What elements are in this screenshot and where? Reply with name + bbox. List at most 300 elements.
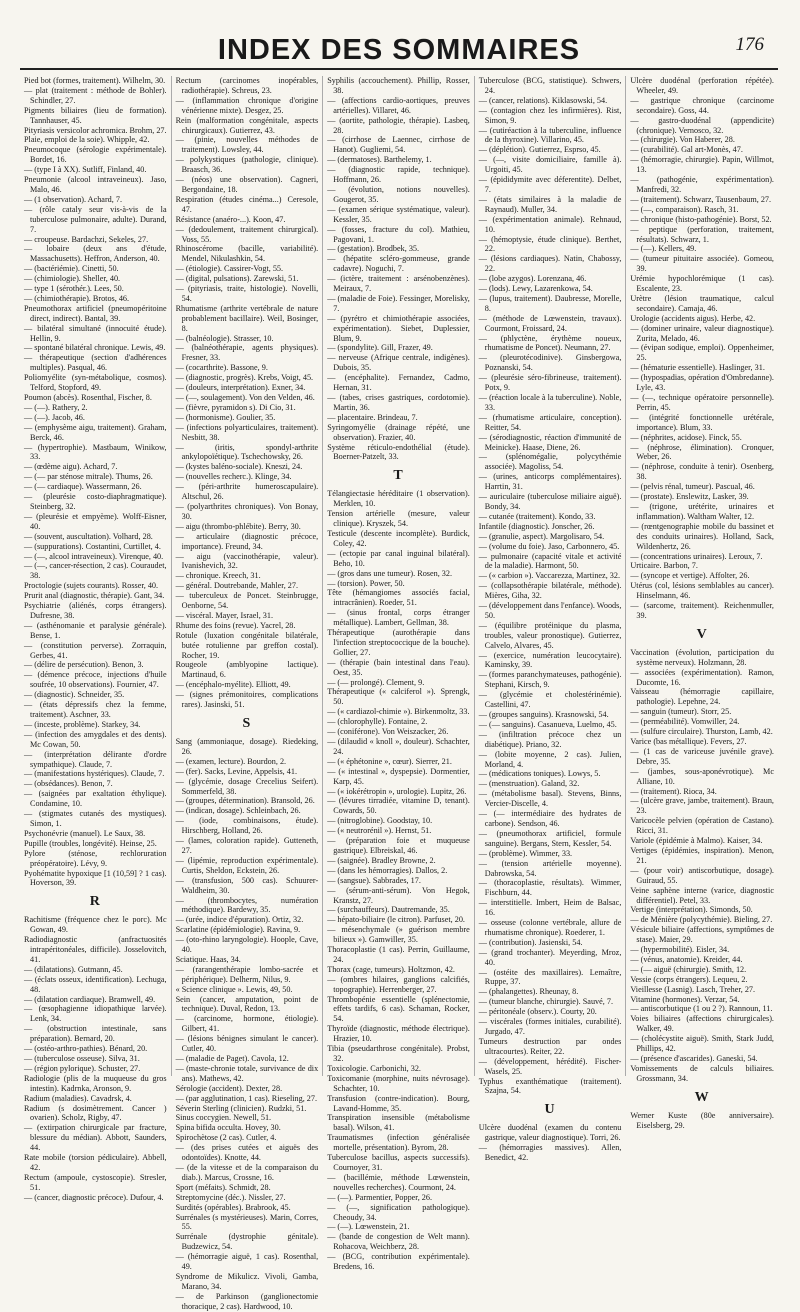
index-entry: Spirochètose (2 cas). Cutler, 4. <box>175 1133 277 1143</box>
index-entry: — (balnéothérapie, agents physiques). Fresner, 33. <box>175 343 319 363</box>
index-entry: — (équilibre protéinique du plasma, troubles, valeur pronostique). Gutierrez, Calvelo, Alvares, 45. <box>478 620 622 650</box>
index-entry: — (bactériémie). Cinetti, 50. <box>24 264 119 274</box>
index-entry: — (hématurie essentielle). Haslinger, 31. <box>630 363 765 373</box>
index-entry: — (granulie, aspect). Margolisaro, 54. <box>478 531 605 541</box>
index-entry: — (torsion). Power, 50. <box>327 578 405 588</box>
index-entry: — (prostate). Enslewitz, Lasker, 39. <box>630 492 749 502</box>
index-entry: Urologie (accidents aigus). Herbe, 42. <box>630 313 756 323</box>
index-entry: — (lobe azygos). Lorenzana, 46. <box>478 274 587 284</box>
index-entry: — (des prises cutées et aiguës des odontoïdes). Knotte, 44. <box>175 1143 319 1163</box>
index-entry: — (polyarthrites chroniques). Von Bonay, 30. <box>175 501 319 521</box>
index-entry: Prurit anal (diagnostic, thérapie). Gant, 34. <box>24 591 165 601</box>
index-entry: Toxicomanie (morphine, nuits névrosage). Schachter, 10. <box>327 1073 470 1093</box>
index-entry: — lobaire (deux ans d'étude, Massachusetts). Heffron, Anderson, 40. <box>24 244 167 264</box>
index-entry: — (ictère, traitement : arsénobenzènes). Meiraux, 7. <box>327 274 470 294</box>
index-entry: — (obstruction intestinale, sans préparation). Bernard, 20. <box>24 1024 167 1044</box>
index-entry: — (saignées par exaltation éthylique). Condamine, 10. <box>24 789 167 809</box>
index-entry: Respiration (études cinéma...) Ceresole, 47. <box>175 194 319 214</box>
index-entry: — (iode, combinaisons, étude). Hirschberg, Holland, 26. <box>175 816 319 836</box>
index-entry: — (pityriasis, traite, histologie). Novelli, 54. <box>175 284 319 303</box>
index-entry: Pneumothorax artificiel (pneumopéritoine direct, indirect). Bantal, 39. <box>24 303 167 323</box>
index-entry: — (jambes, sous-aponévrotique). Mc Alliane, 10. <box>630 766 774 786</box>
index-entry: — (emphysème aigu, traitement). Graham, Berck, 46. <box>24 422 167 442</box>
index-entry: — viscérales (formes initiales, curabilité). Jurgado, 47. <box>478 1017 622 1036</box>
index-entry: — (évipan sodique, emploi). Oppenheimer, 25. <box>630 343 774 363</box>
index-entry: — (douleurs, interprétation). Exner, 34. <box>175 383 306 393</box>
index-entry: — (expérimentation animale). Rehnaud, 10. <box>478 214 622 234</box>
index-entry: — (inflammation chronique d'origine vénérienne mixte). Desgez, 25. <box>175 95 319 115</box>
index-entry: — (chimiothérapie). Brotos, 46. <box>24 293 130 303</box>
index-entry: Proctologie (sujets courants). Rosser, 40. <box>24 581 159 591</box>
index-entry: — placentaire. Brindeau, 7. <box>327 412 418 422</box>
index-entry: Résistance (anaéro-...). Koon, 47. <box>175 214 286 224</box>
index-entry: — (hémorragie aiguë, 1 cas). Rosenthal, 49. <box>175 1252 319 1272</box>
index-entry: — (saignée). Bradley Browne, 2. <box>327 855 436 865</box>
index-entry: — (hémorragie, chirurgie). Papin, Willmot, 13. <box>630 155 774 175</box>
index-entry: — (évolution, notions nouvelles). Gougerot, 35. <box>327 184 470 204</box>
index-entry: — (aortite, pathologie, thérapie). Lasbeq, 28. <box>327 115 470 135</box>
index-entry: — (—). Lœwenstein, 21. <box>327 1222 410 1232</box>
index-entry: Traumatismes (infection généralisée mortelle, présentation). Byrom, 28. <box>327 1133 470 1153</box>
index-entry: — (— cardiaque). Wassermann, 26. <box>24 482 142 492</box>
index-entry: Pneumocoque (sérologie expérimentale). Bordet, 16. <box>24 145 167 165</box>
index-entry: — hépato-biliaire (le citron). Parfuset, 20. <box>327 915 465 925</box>
index-entry: — (—, comparaison). Rasch, 31. <box>630 204 739 214</box>
index-entry: — (— par sténose mitrale). Thums, 26. <box>24 472 153 482</box>
index-entry: Syringomyélie (drainage répété, une observation). Frazier, 40. <box>327 422 470 442</box>
index-entry: — (cancer, diagnostic précoce). Dufour, 4. <box>24 1192 164 1202</box>
index-entry: — (par agglutination, 1 cas). Rieseling, 27. <box>175 1093 318 1103</box>
index-entry: — (pyrétro et chimiothérapie associées, expérimentation). Siebet, Duplessier, Blum, 9. <box>327 313 470 343</box>
index-entry: Rectum (ampoule, cystoscopie). Stresler, 51. <box>24 1172 167 1192</box>
index-entry: — (lésions bénignes simulant le cancer). Cutler, 40. <box>175 1034 319 1054</box>
index-entry: — (transfusion, 500 cas). Schuurer-Waldheim, 30. <box>175 875 319 895</box>
index-entry: — aigu (thrombo-phlébite). Berry, 30. <box>175 521 301 531</box>
index-entry: Ulcère duodénal (perforation répétée). Wheeler, 49. <box>630 76 774 95</box>
index-entry: — (pleurésie costo-diaphragmatique). Steinberg, 32. <box>24 492 167 511</box>
index-entry: — (— sanguins). Casanueva, Luelmo, 45. <box>478 719 617 729</box>
section-letter: T <box>393 468 404 484</box>
index-entry: Thoracoplastie (1 cas). Perrin, Guillaume, 24. <box>327 945 470 964</box>
index-entry: Séverin Sterling (clinicien). Rudzki, 51. <box>175 1103 307 1113</box>
index-entry: — interstitielle. Imbert, Heim de Balsac, 16. <box>478 898 622 918</box>
index-entry: — (déplétion). Gutierrez, Esprso, 45. <box>478 145 601 155</box>
index-entry: — (extirpation chirurgicale par fracture, blessure du médian). Abbott, Saunders, 44. <box>24 1123 167 1153</box>
index-entry: — (urée, indice d'épuration). Ortiz, 32. <box>175 915 304 925</box>
index-entry: — (sarcome, traitement). Reichenmuller, 39. <box>630 601 774 620</box>
index-entry: Syphilis (accouchement). Phillip, Rosser, 38. <box>327 76 470 95</box>
index-entry: — (péri-arthrite humeroscapulaire). Altschul, 26. <box>175 482 319 502</box>
index-entry: — (pleurésie et empyème). Wolff-Eisner, 40. <box>24 511 167 531</box>
index-entry: Pneumonie (alcool intraveineux). Jaso, Malo, 46. <box>24 175 167 194</box>
index-entry: Ulcère duodénal (examen du contenu gastrique, valeur diagnostique). Torri, 26. <box>478 1123 622 1143</box>
index-entry: Surdités (opérables). Brabrook, 45. <box>175 1202 291 1212</box>
index-entry: Toxicologie. Carbonichi, 32. <box>327 1063 421 1073</box>
index-entry: Sport (méfaits). Schmidt, 28. <box>175 1182 271 1192</box>
index-entry: — (œdème aigu). Achard, 7. <box>24 462 118 472</box>
index-entry: — (gros dans une tumeur). Rosen, 32. <box>327 568 453 578</box>
index-entry: — (tension artérielle moyenne). Dabrowska, 54. <box>478 858 622 878</box>
index-entry: Sciatique. Haas, 34. <box>175 954 241 964</box>
index-entry: — (néphrose, élimination). Cronquer, Weber, 26. <box>630 442 774 462</box>
section-letter: W <box>694 1089 710 1105</box>
index-entry: — (splénomégalie, polycythémie associée). Magoliss, 54. <box>478 452 622 472</box>
index-entry: — (asthénomanie et paralysie générale). Bense, 1. <box>24 620 167 640</box>
index-entry: Syndrome de Mikulicz. Vivoli, Gamba, Marano, 34. <box>175 1271 319 1291</box>
index-entry: — tuberculeux de Poncet. Steinbrugge, Oenborne, 54. <box>175 591 319 611</box>
index-entry: Tuberculose (BCG, statistique). Schwers, 24. <box>478 76 622 95</box>
index-entry: — (méthode de Lœwenstein, travaux). Courmont, Froissard, 24. <box>478 313 622 333</box>
index-entry: Pyohématite hypoxique [1 (10,59] ? 1 cas). Hoverson, 39. <box>24 868 167 888</box>
section-letter: S <box>242 716 252 731</box>
index-entry: — (médications toniques). Lowys, 5. <box>478 769 601 779</box>
index-entry: — cutanée (traitement). Kondo, 33. <box>478 511 596 521</box>
index-entry: — (BCG, contribution expérimentale). Bredens, 16. <box>327 1252 470 1272</box>
index-entry: — chronique. Kreech, 31. <box>175 571 261 581</box>
index-entry: Sang (ammoniaque, dosage). Riedeking, 26. <box>175 737 319 756</box>
index-entry: Radium (maladies). Cavadrsk, 4. <box>24 1093 132 1103</box>
index-entry: — (contribution). Jasienski, 54. <box>478 937 583 947</box>
index-entry: — (affections cardio-aortiques, preuves artérielles). Villaret, 46. <box>327 95 470 115</box>
index-entry: — (grand trochanter). Meyerding, Mroz, 40. <box>478 947 622 967</box>
index-entry: — (« neutrorénil »). Hernst, 51. <box>327 826 432 836</box>
index-entry: — (pleurotécodinive). Ginsbergowa, Poznanski, 54. <box>478 353 622 373</box>
index-entry: — (groupes sanguins). Krasnowski, 54. <box>478 710 609 719</box>
index-entry: — (collapsothérapie bilatérale, méthode). Mières, Giha, 32. <box>478 581 622 601</box>
index-entry: — (manifestations hystériques). Claude, 7. <box>24 769 165 779</box>
index-entry: — (stigmates cutanés des mystiques). Simon, 1. <box>24 809 167 828</box>
section-letter: U <box>544 1102 556 1118</box>
index-entry: — (infection des amygdales et des dents). Mc Cowan, 50. <box>24 729 167 749</box>
index-entry: — (états dépressifs chez la femme, traitement). Aschner, 33. <box>24 700 167 719</box>
index-entry: Surrénale (dystrophie génitale). Budzewicz, 54. <box>175 1232 319 1252</box>
index-entry: — (de la vitesse et de la comparaison du diab.). Marcus, Crossne, 16. <box>175 1162 319 1182</box>
index-entry: — (sulfure circulaire). Thurston, Lamb, 42. <box>630 727 773 737</box>
index-entry: — (tumeur blanche, chirurgie). Sauvé, 7. <box>478 997 613 1007</box>
index-entry: — (glycémie et cholestérinémie). Castellini, 47. <box>478 690 622 710</box>
index-entry: — (lobite moyenne, 2 cas). Julien, Morland, 4. <box>478 749 622 769</box>
index-column-3 <box>323 76 475 1272</box>
index-entry: Vaisseau (hémorragie capillaire, pathologie). Lepehne, 24. <box>630 687 774 707</box>
index-entry: — général. Doutrebande, Mahler, 27. <box>175 581 299 591</box>
index-entry: — (syncope et vertige). Affolter, 26. <box>630 571 750 581</box>
index-entry: — (tuberculose osseuse). Silva, 31. <box>24 1054 140 1063</box>
index-entry: — (oto-rhino laryngologie). Hoople, Cave, 40. <box>175 935 319 955</box>
index-entry: — (type I à XX). Sutliff, Finland, 40. <box>24 165 147 175</box>
index-entry: Tuberculose bacillus, aspects successifs). Cournoyer, 31. <box>327 1153 470 1172</box>
index-entry: — (hépatite scléro-gommeuse, grande cadavre). Noguchi, 7. <box>327 254 470 274</box>
index-entry: Urètre (lésion traumatique, calcul secondaire). Camaja, 46. <box>630 293 774 313</box>
index-entry: — (lames, coloration rapide). Gutteneth, 27. <box>175 836 319 855</box>
index-entry: — (1 observation). Achard, 7. <box>24 194 122 204</box>
index-entry: — (tabes, crises gastriques, cordotomie). Martin, 36. <box>327 393 470 412</box>
index-entry: Rougeole (amblyopine lactique). Martinaud, 6. <box>175 660 319 680</box>
index-entry: — (volume du foie). Jaso, Carbonnero, 45. <box>478 541 620 551</box>
index-entry: — (—). Parmentier, Popper, 26. <box>327 1192 433 1202</box>
index-entry: — (phlyctène, érythème noueux, rhumatisme de Poncet). Neumann, 27. <box>478 333 622 353</box>
index-entry: Psychonévrie (manuel). Le Saux, 38. <box>24 828 146 838</box>
index-entry: — (rhumatisme articulaire, conception). Reitter, 54. <box>478 412 622 432</box>
index-entry: — (maladie de Paget). Cavola, 12. <box>175 1054 289 1063</box>
index-entry: — (fer). Sacks, Levine, Appelsis, 41. <box>175 766 298 776</box>
index-entry: — (réaction locale à la tuberculine). Noble, 33. <box>478 393 622 412</box>
index-entry: — (constitution perverse). Zorraquin, Gerbes, 41. <box>24 640 167 660</box>
index-entry: — gastro-duodénal (appendicite) (chronique). Vernosco, 32. <box>630 115 774 135</box>
index-entry: — (infections polyarticulaires, traitement). Nesbitt, 38. <box>175 422 319 442</box>
index-entry: — (—, alcool intraveineux). Virenque, 40. <box>24 551 164 561</box>
index-entry: — (formes paranchymateuses, pathogénie). Stephani, Kirsch, 9. <box>478 670 622 690</box>
index-entry: — associées (expérimentation). Ramon, Ducomte, 16. <box>630 667 774 687</box>
index-entry: Thérapeutique (aurothérapie dans l'infection streptococcique de la bouche). Gollier, 27. <box>327 628 470 657</box>
index-entry: — (suppurations). Costantini, Curtillet, 4. <box>24 541 161 551</box>
index-entry: Sérologie (accident). Dexter, 28. <box>175 1083 283 1093</box>
index-entry: — (— prolongé). Clement, 9. <box>327 677 425 687</box>
index-entry: — (nitroglobine). Goodstay, 10. <box>327 816 433 826</box>
index-entry: — (éclats osseux, identification). Lechuga, 48. <box>24 974 167 994</box>
index-entry: Thyroïde (diagnostic, méthode électrique). Hrazier, 10. <box>327 1024 470 1044</box>
index-entry: Thorax (cage, tumeurs). Holtzmon, 42. <box>327 964 455 974</box>
index-entry: — de Ménière (polycythémie). Bieling, 27. <box>630 915 773 925</box>
index-entry: — (bacillémie, méthode Lœwenstein, nouvelles recherches). Courmont, 24. <box>327 1172 470 1192</box>
index-entry: — (kystes baléno-sociale). Kneszi, 24. <box>175 462 303 472</box>
index-entry: — (sangsue). Sabbrades, 17. <box>327 875 421 885</box>
index-entry: — nerveuse (Afrique centrale, indigènes). Dubois, 35. <box>327 353 470 373</box>
index-entry: Radium (s dosimètrement. Cancer ) ovarien). Scholz, Rigby, 47. <box>24 1103 167 1123</box>
index-entry: — (thérapie (bain intestinal dans l'eau). Oest, 35. <box>327 657 470 677</box>
index-entry: Transfusion (contre-indication). Bourg, Lavand-Homme, 35. <box>327 1093 470 1113</box>
index-entry: Pylore (sténose, rechloruration préopératoire). Lévy, 9. <box>24 848 167 868</box>
index-entry: Vésicule biliaire (affections, symptômes de stase). Maier, 29. <box>630 925 774 945</box>
index-entry: — (« iokérétropin », urologie). Lupitz, 26. <box>327 786 467 796</box>
index-entry: — (lipémie, reproduction expérimentale). Curtis, Sheldon, Eckstein, 26. <box>175 855 319 875</box>
index-entry: Système réticulo-endothélial (étude). Boerner-Patzelt, 33. <box>327 442 470 462</box>
index-entry: Scarlatine (épidémiologie). Ravina, 9. <box>175 925 301 935</box>
index-entry: Spina bifida occulta. Hovey, 30. <box>175 1123 281 1133</box>
index-entry: Vitamine (hormones). Verzar, 54. <box>630 994 740 1004</box>
index-entry: — (région pylorique). Schuster, 27. <box>24 1063 141 1073</box>
index-entry: Pupille (troubles, longévité). Heinse, 25. <box>24 838 157 848</box>
index-entry: — (chimiologie). Sheller, 40. <box>24 274 121 284</box>
index-entry: — (chirurgie). Von Haberer, 28. <box>630 135 735 145</box>
index-entry: — (examen, lecture). Bourdon, 2. <box>175 756 287 766</box>
index-entry: — auriculaire (tuberculose miliaire aiguë). Bondy, 34. <box>478 492 622 511</box>
index-entry: — (pleurésie séro-fibrineuse, traitement). Potx, 9. <box>478 373 622 393</box>
index-entry: — (ombres hilaires, ganglions calcifiés, topographie). Herrenberger, 27. <box>327 974 470 994</box>
index-entry: — (cancer, relations). Kiklasowski, 54. <box>478 95 608 105</box>
index-entry: — (fièvre, pyramidon s). Di Cio, 31. <box>175 402 296 412</box>
index-entry: — (métabolisme basal). Stevens, Binns, Vercier-Discelle, 4. <box>478 789 622 809</box>
index-entry: Thrombopénie essentielle (splénectomie, effets tardifs, 6 cas). Schaman, Rocker, 54. <box>327 994 470 1024</box>
index-entry: — polykystiques (pathologie, clinique). Braasch, 36. <box>175 155 319 175</box>
index-entry: — (néos) une observation). Cagneri, Bergondaine, 18. <box>175 175 319 194</box>
index-entry: Plaie, emploi de la soie). Whipple, 42. <box>24 135 150 145</box>
index-entry: — (—, technique opératoire personnelle). Perrin, 45. <box>630 393 774 412</box>
index-entry: — (nouvelles recherc.). Klinge, 34. <box>175 472 292 482</box>
index-entry: — pulmonaire (capacité vitale et activité de la maladie). Harmont, 50. <box>478 551 622 571</box>
index-entry: — (encéphalite). Fernandez, Cadmo, Hernan, 31. <box>327 373 470 393</box>
index-entry: — (ulcère grave, jambe, traitement). Braun, 23. <box>630 796 774 816</box>
index-entry: — (« éphétonine », cœur). Sierrer, 21. <box>327 756 452 766</box>
section-letter: V <box>696 626 708 642</box>
index-entry: — (—, cancer-résection, 2 cas). Couraudet, 38. <box>24 561 167 581</box>
index-entry: Utérus (col, lésions semblables au cancer). Hinselmann, 46. <box>630 581 774 601</box>
index-entry: — (phalangettes). Rheunay, 8. <box>478 987 579 997</box>
index-entry: — (perméabilité). Vomwiller, 24. <box>630 717 740 727</box>
index-entry: — (urines, anticorps complémentaires). Harrtin, 31. <box>478 472 622 492</box>
index-entry: — (néphrites, acidose). Finck, 55. <box>630 432 742 442</box>
index-entry: « Science clinique ». Lewis, 49, 50. <box>175 984 293 994</box>
index-entry: — (« cardiazol-chimie »). Birkenmoltz, 33. <box>327 707 470 717</box>
index-entry: — (encéphalo-myélite). Elliott, 49. <box>175 680 291 690</box>
index-entry: Rachitisme (fréquence chez le porc). Mc Gowan, 49. <box>24 915 167 935</box>
index-entry: — (lévures tirradiée, vitamine D, tenant). Cowards, 50. <box>327 796 470 816</box>
index-entry: Tumeurs destruction par ondes ultracourtes). Reiter, 22. <box>478 1036 622 1056</box>
index-entry: — (contagion chez les infirmières). Rist, Simon, 9. <box>478 105 622 125</box>
index-entry: Pityriasis versicolor achromica. Brohm, 27. <box>24 125 167 135</box>
index-entry: — (développement, hérédité). Fischer-Wasels, 25. <box>478 1056 622 1076</box>
index-entry: — (spondylite). Gill, Frazer, 49. <box>327 343 433 353</box>
index-entry: — (trigone, urétérite, urinaires et inflammation). Waltham Walter, 12. <box>630 501 774 521</box>
index-entry: Vertige (interprétation). Simonds, 50. <box>630 905 753 915</box>
index-entry: — (préparation foie et muqueuse gastrique). Elbreiskal, 46. <box>327 836 470 855</box>
index-entry: Rhume des foins (revue). Yacrel, 28. <box>175 620 296 630</box>
index-entry: Psychiatrie (aliénés, corps étrangers). Dufresne, 38. <box>24 601 167 620</box>
index-entry: — (dilatation cardiaque). Bramwell, 49. <box>24 994 156 1004</box>
index-entry: — (sérodiagnostic, réaction d'immunité de Meinicke). Haase, Diene, 26. <box>478 432 622 452</box>
index-entry: — de Parkinson (ganglionectomie thoracique, 2 cas). Hardwood, 10. <box>175 1291 319 1311</box>
index-entry: — (curabilité). Gal art-Monès, 47. <box>630 145 743 155</box>
index-entry: Infantile (diagnostic). Jonscher, 26. <box>478 521 595 531</box>
index-entry: — (dilaudid « knoll », douleur). Schachter, 24. <box>327 737 470 756</box>
index-entry: — (étiologie). Cassirer-Vogt, 55. <box>175 264 284 274</box>
index-entry: — (tumeur pituitaire associée). Gomeou, 39. <box>630 254 774 274</box>
index-entry: Veine saphène interne (varice, diagnostic différentiel). Petel, 33. <box>630 885 774 905</box>
index-entry: Streptomycine (déc.). Nissler, 27. <box>175 1192 286 1202</box>
index-entry: — (néphrose, conduite à tenir). Osenberg, 38. <box>630 462 774 482</box>
index-column-4 <box>475 76 627 1163</box>
index-entry: — (souvent, auscultation). Volhard, 28. <box>24 531 153 541</box>
index-entry: — (intégrité fonctionnelle urétérale, importance). Blum, 33. <box>630 412 774 432</box>
index-entry: — plat (traitement : méthode de Bohler). Schindler, 27. <box>24 85 167 105</box>
index-entry: — (signes prémonitoires, complications rares). Jasinski, 51. <box>175 690 319 710</box>
index-entry: — (gestation). Brodbek, 35. <box>327 244 420 254</box>
index-entry: — (rœntgenographie mobile du bassinet et des conduits urinaires). Holland, Sack, Wildenhertz, 26. <box>630 521 774 551</box>
index-entry: — (—, soulagement). Von den Velden, 46. <box>175 393 315 402</box>
index-entry: — (problème). Wimmer, 33. <box>478 848 573 858</box>
section-letter: R <box>89 894 101 910</box>
index-entry: — (« carbion »). Vaccarezza, Martinez, 32. <box>478 571 621 581</box>
index-entry: Tibia (pseudarthrose congénitale). Probst, 32. <box>327 1044 470 1063</box>
index-entry: — (lods). Lewy, Lazarenkowa, 54. <box>478 284 593 294</box>
index-entry: — (—, signification pathologique). Cheoudy, 34. <box>327 1202 470 1222</box>
index-entry: — (ectopie par canal inguinal bilatéral). Beho, 10. <box>327 548 470 568</box>
index-entry: — (dans les hémorragies). Dallos, 2. <box>327 865 448 875</box>
index-entry: — (digital, pulsations). Zarewski, 51. <box>175 274 299 284</box>
index-entry: — (indican, dosage). Schleinbach, 26. <box>175 806 301 816</box>
index-entry: — (rarangenthérapie lombo-sacrée et périphérique). Delherm, Nilus, 9. <box>175 964 319 984</box>
index-entry: — osseuse (colonne vertébrale, allure de rhumatisme chronique). Roederer, 1. <box>478 918 622 937</box>
index-entry: — (concentrations urinaires). Leroux, 7. <box>630 551 763 561</box>
index-entry: — chronique (histo-pathogénie). Borst, 52. <box>630 214 772 224</box>
index-entry: Vertiges (épidémies, inspiration). Menon, 21. <box>630 845 774 865</box>
index-entry: — (maste-chronie totale, survivance de dix ans). Mathews, 42. <box>175 1063 319 1083</box>
index-entry: — (présence d'ascarides). Ganeski, 54. <box>630 1054 758 1063</box>
index-entry: — (glycémie, dosage Crecelius Seifert). Sommerfeld, 38. <box>175 776 319 796</box>
index-entry: — (obsédances). Benon, 7. <box>24 779 113 789</box>
index-entry: — (interprétation délirante d'ordre sympathique). Claude, 7. <box>24 749 167 769</box>
index-entry: Thérapeutique (« calciferol »). Sprengk, 50. <box>327 687 470 707</box>
index-entry: — spontané bilatéral chronique. Lewis, 49. <box>24 343 166 353</box>
index-entry: — bilatéral simultané (innocuité étude). Hellin, 9. <box>24 323 167 343</box>
index-entry: — (lésions cardiaques). Natin, Chabossy, 22. <box>478 254 622 274</box>
index-entry: — type 1 (sérothér.). Lees, 50. <box>24 284 124 294</box>
index-entry: — (pinie, nouvelles méthodes de traitement). Lowsley, 44. <box>175 135 319 155</box>
index-entry: — peptique (perforation, traitement, résultats). Schwarz, 1. <box>630 224 774 244</box>
index-entry: — (dermatoses). Barthelemy, 1. <box>327 155 432 165</box>
index-entry: Urémie hypochlorémique (1 cas). Escalente, 23. <box>630 274 774 294</box>
index-entry: Transpiration insensible (métabolisme basal). Wilson, 41. <box>327 1113 470 1133</box>
index-entry: — (balnéologie). Strasser, 10. <box>175 333 274 343</box>
index-entry: — (iritis, spondyl-arthrite ankylopoïétique). Tschechowsky, 26. <box>175 442 319 462</box>
index-entry: — thérapeutique (section d'adhérences multiples). Pasqual, 46. <box>24 353 167 373</box>
index-entry: — (coniférone). Von Weiszacker, 26. <box>327 727 449 737</box>
index-entry: Vomissements de calculs biliaires. Grossmann, 34. <box>630 1063 774 1083</box>
index-entry: — (hypertrophie). Mastbaum, Winikow, 33. <box>24 442 167 462</box>
index-entry: Vaccination (évolution, participation du système nerveux). Holzmann, 28. <box>630 647 774 667</box>
index-entry: — (pour voir) antiscorbutique, dosage). Guiraud, 55. <box>630 865 774 885</box>
index-entry: Varicocèle pelvien (opération de Castano). Ricci, 31. <box>630 816 774 836</box>
index-entry: Radiodiagnostic (anfractuosités intrapéritonéales, difficile). Josselovitch, 41. <box>24 935 167 964</box>
index-entry: — (pathogénie, expérimentation). Manfredi, 32. <box>630 175 774 194</box>
index-entry: — (vénus, anatomie). Kreider, 44. <box>630 954 743 964</box>
index-entry: Sinus coccygien. Newell, 51. <box>175 1113 272 1123</box>
index-entry: — (1 cas de variceuse juvénile grave). Debre, 35. <box>630 746 774 766</box>
index-entry: — (dedoulement, traitement chirurgical). Voss, 55. <box>175 224 319 244</box>
index-entry: — (diagnostic rapide, technique). Hoffmann, 26. <box>327 165 470 185</box>
index-entry: Télangiectasie héréditaire (1 observation). Merklen, 10. <box>327 489 470 509</box>
index-entry: — (—, visite domiciliaire, famille à). Urgoiti, 45. <box>478 155 622 175</box>
index-entry: Varice (bas métallique). Fevers, 27. <box>630 737 747 746</box>
page-header <box>20 28 778 70</box>
index-column-5 <box>626 76 778 1130</box>
index-entry: — (thrombocytes, numération méthodique). Bardewy, 35. <box>175 895 319 915</box>
index-entry: — (fosses, fracture du col). Mathieu, Pagovani, 1. <box>327 224 470 244</box>
index-entry: — (—). Jacob, 46. <box>24 412 85 422</box>
index-entry: Rhinoscérome (bacille, variabilité). Mendel, Nikulashkin, 54. <box>175 244 319 264</box>
index-entry: — (bande de congestion de Welt mann). Rohacova, Weichberz, 28. <box>327 1232 470 1252</box>
index-entry: Poumon (abcès). Rosenthal, Fischer, 8. <box>24 393 152 402</box>
index-entry: — (groupes, détermination). Bransold, 26. <box>175 796 315 806</box>
index-entry: — (thoracoplastie, résultats). Wimmer, Fischburn, 44. <box>478 878 622 898</box>
index-entry: — (ostéo-arthro-pathies). Bénard, 20. <box>24 1044 148 1054</box>
index-entry: Variole (épidémie à Malmo). Kaiser, 34. <box>630 836 763 846</box>
index-entry: — sanguin (tumeur). Storr, 25. <box>630 707 732 717</box>
index-entry: — (ostéite des maxillaires). Lemaître, Ruppe, 37. <box>478 967 622 987</box>
index-entry: Radiologie (plis de la muqueuse du gros intestin). Kadrnka, Aronson, 9. <box>24 1073 167 1093</box>
index-entry: — (—). Kellers, 49. <box>630 244 697 254</box>
index-entry: — (hormonisme). Goulier, 35. <box>175 412 276 422</box>
index-entry: — gastrique chronique (carcinome secondaire). Goss, 44. <box>630 95 774 115</box>
index-entry: — (développement dans l'enfance). Woods, 50. <box>478 601 622 620</box>
index-entry: Rein (malformation congénitale, aspects chirurgicaux). Gutierrez, 43. <box>175 115 319 135</box>
index-entry: Surrénales (s mystérieuses). Marin, Corres, 55. <box>175 1212 319 1232</box>
index-entry: Testicule (descente incomplète). Burdick, Coley, 42. <box>327 528 470 548</box>
index-entry: — mésenchymale (» guérison membre bilieux »). Gamwiller, 35. <box>327 925 470 945</box>
index-entry: Pied bot (formes, traitement). Wilhelm, 30. <box>24 76 166 85</box>
index-entry: — (inceste, problème). Starkey, 34. <box>24 719 141 729</box>
index-entry: — antiscorbutique (1 ou 2 ?). Rannoun, 11. <box>630 1004 773 1014</box>
index-entry: — (cholécystite aiguë). Smith, Stark Judd, Phillips, 42. <box>630 1034 774 1054</box>
